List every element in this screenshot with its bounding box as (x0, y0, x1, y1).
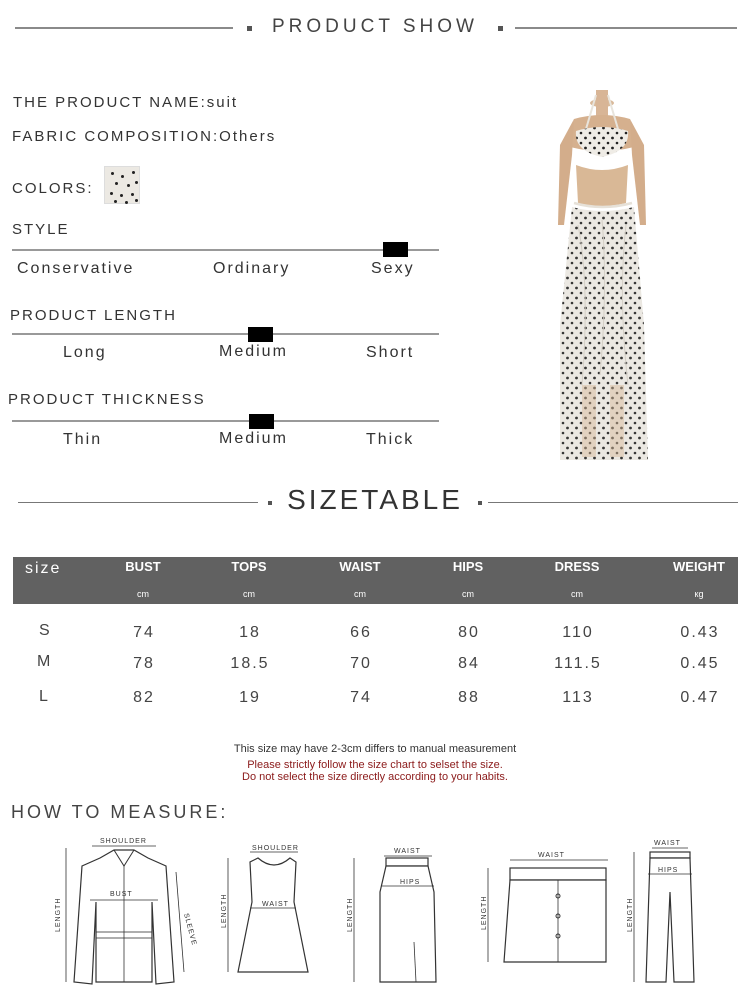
table-cell: 18 (239, 624, 261, 641)
thickness-option-thin: Thin (63, 431, 103, 448)
thickness-option-thick: Thick (366, 431, 415, 448)
length-label: LENGTH (627, 897, 634, 932)
column-unit-bust: cm (137, 589, 149, 599)
dress-measure-diagram (218, 832, 318, 992)
colors-label: COLORS: (12, 180, 94, 197)
table-cell: 66 (350, 624, 372, 641)
size-chart-warning: Please strictly follow the size chart to selset the size. (247, 759, 503, 771)
product-show-title: PRODUCT SHOW (272, 16, 478, 37)
measurement-note: This size may have 2-3cm differs to manual measurement (233, 743, 517, 755)
column-unit-dress: cm (571, 589, 583, 599)
table-cell: 80 (458, 624, 480, 641)
table-cell: 0.45 (680, 655, 720, 672)
jacket-measure-diagram (48, 832, 198, 992)
product-photo (538, 85, 686, 470)
row-size-label: S (39, 622, 50, 639)
length-marker (248, 327, 273, 342)
style-marker (383, 242, 408, 257)
pants-measure-diagram (624, 832, 724, 992)
thickness-scale-line (12, 420, 439, 422)
column-unit-weight: кg (694, 589, 704, 599)
column-unit-hips: cm (462, 589, 474, 599)
column-header-tops: TOPS (231, 559, 267, 574)
sleeve-label: SLEEVE (182, 912, 198, 947)
length-option-medium: Medium (219, 343, 288, 360)
how-to-measure-title: HOW TO MEASURE: (11, 802, 229, 822)
bust-label: BUST (110, 891, 133, 898)
skirt-measure-diagram (344, 832, 444, 992)
column-header-weight: WEIGHT (673, 559, 725, 574)
table-cell: 70 (350, 655, 372, 672)
style-scale-line (12, 249, 439, 251)
table-cell: 0.47 (680, 689, 720, 706)
column-header-waist: WAIST (339, 559, 381, 574)
thickness-title: PRODUCT THICKNESS (8, 391, 206, 408)
product-show-header (0, 12, 750, 46)
table-cell: 19 (239, 689, 261, 706)
size-column-header: size (25, 560, 62, 577)
table-cell: 82 (133, 689, 155, 706)
length-scale-line (12, 333, 439, 335)
table-cell: 111.5 (554, 655, 602, 672)
header-rule-right (488, 502, 738, 503)
thickness-marker (249, 414, 274, 429)
table-cell: 84 (458, 655, 480, 672)
length-option-long: Long (63, 344, 107, 361)
style-option-sexy: Sexy (371, 260, 415, 277)
table-cell: 74 (350, 689, 372, 706)
size-table-header (13, 557, 738, 604)
column-unit-tops: cm (243, 589, 255, 599)
hips-label: HIPS (400, 879, 421, 886)
waist-label: WAIST (538, 852, 565, 859)
sizetable-title: SIZETABLE (287, 484, 463, 515)
shoulder-label: SHOULDER (100, 838, 147, 845)
table-cell: 88 (458, 689, 480, 706)
length-label: LENGTH (55, 897, 62, 932)
table-cell: 78 (133, 655, 155, 672)
table-cell: 0.43 (680, 624, 720, 641)
shorts-measure-diagram (478, 832, 618, 992)
column-header-dress: DRESS (554, 559, 600, 574)
column-header-bust: BUST (125, 559, 161, 574)
thickness-option-medium: Medium (219, 430, 288, 447)
row-size-label: M (37, 653, 51, 670)
style-option-conservative: Conservative (17, 260, 135, 277)
fabric-composition: FABRIC COMPOSITION:Others (12, 128, 277, 145)
table-cell: 113 (562, 689, 594, 706)
length-label: LENGTH (221, 893, 228, 928)
style-option-ordinary: Ordinary (213, 260, 291, 277)
shoulder-label: SHOULDER (252, 845, 299, 852)
length-option-short: Short (366, 344, 415, 361)
length-label: LENGTH (347, 897, 354, 932)
header-rule-right (515, 27, 737, 29)
product-name: THE PRODUCT NAME:suit (13, 94, 239, 111)
waist-label: WAIST (654, 840, 681, 847)
header-dot-right (498, 26, 503, 31)
habit-warning: Do not select the size directly according to your habits. (242, 771, 508, 783)
length-label: LENGTH (481, 895, 488, 930)
table-cell: 110 (562, 624, 594, 641)
color-swatch[interactable] (104, 166, 140, 204)
sizetable-header (0, 480, 750, 520)
header-dot-right (478, 501, 482, 505)
column-unit-waist: cm (354, 589, 366, 599)
length-title: PRODUCT LENGTH (10, 307, 177, 324)
column-header-hips: HIPS (452, 559, 484, 574)
row-size-label: L (39, 688, 48, 705)
table-cell: 74 (133, 624, 155, 641)
hips-label: HIPS (658, 867, 679, 874)
table-cell: 18.5 (230, 655, 270, 672)
waist-label: WAIST (394, 848, 421, 855)
waist-label: WAIST (262, 901, 289, 908)
style-title: STYLE (12, 221, 70, 238)
